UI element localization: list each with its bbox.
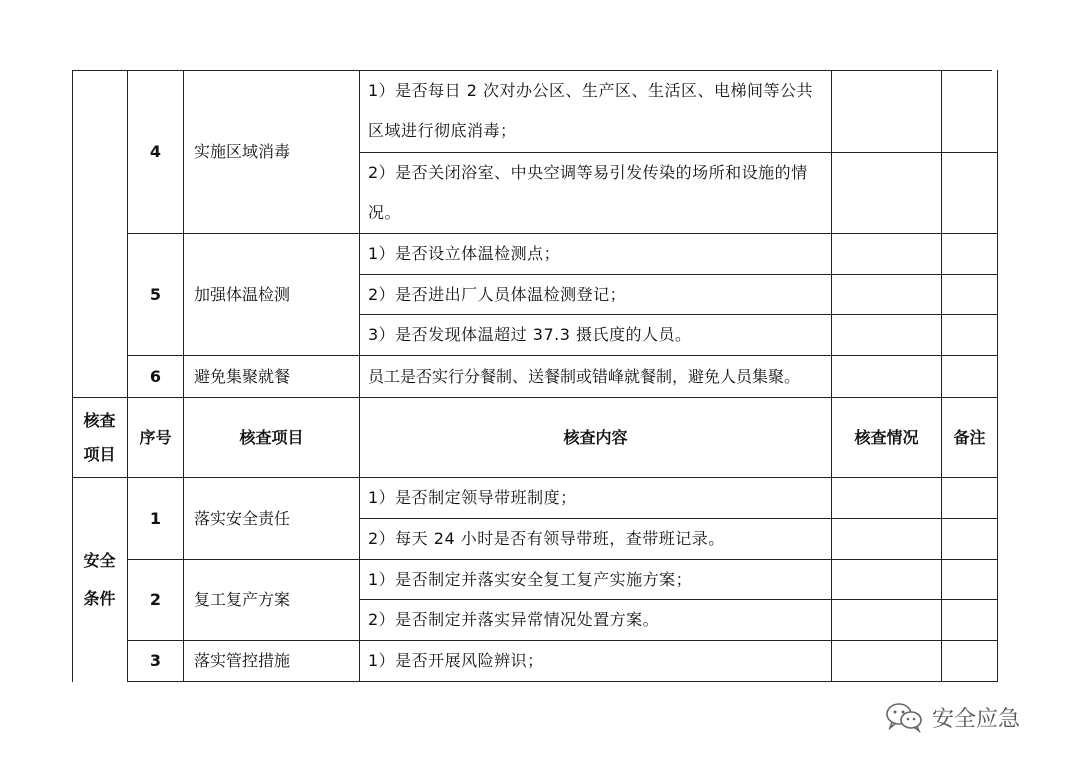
row-item-control-measures: 落实管控措施 — [184, 641, 360, 682]
watermark-text: 安全应急 — [932, 706, 1021, 732]
row-no-5: 5 — [128, 234, 184, 356]
status-cell[interactable] — [832, 356, 942, 398]
row-item-temperature: 加强体温检测 — [184, 234, 360, 356]
category-cell-continued — [72, 70, 128, 398]
status-cell[interactable] — [832, 234, 942, 275]
row-no-2: 2 — [128, 560, 184, 641]
content-cell: 2）是否进出厂人员体温检测登记； — [360, 275, 832, 315]
status-cell[interactable] — [832, 70, 942, 153]
row-item-disinfection: 实施区域消毒 — [184, 70, 360, 234]
remark-cell[interactable] — [942, 315, 998, 356]
row-no-6: 6 — [128, 356, 184, 398]
content-cell: 1）是否每日 2 次对办公区、生产区、生活区、电梯间等公共区域进行彻底消毒； — [360, 70, 832, 153]
content-cell: 1）是否制定领导带班制度； — [360, 478, 832, 519]
content-cell: 2）是否关闭浴室、中央空调等易引发传染的场所和设施的情况。 — [360, 153, 832, 234]
status-cell[interactable] — [832, 275, 942, 315]
remark-cell[interactable] — [942, 478, 998, 519]
content-cell: 1）是否制定并落实安全复工复产实施方案； — [360, 560, 832, 600]
header-no: 序号 — [128, 398, 184, 478]
status-cell[interactable] — [832, 315, 942, 356]
remark-cell[interactable] — [942, 356, 998, 398]
content-cell: 员工是否实行分餐制、送餐制或错峰就餐制，避免人员集聚。 — [360, 356, 832, 398]
row-no-4: 4 — [128, 70, 184, 234]
content-cell: 2）每天 24 小时是否有领导带班，查带班记录。 — [360, 519, 832, 560]
wechat-icon — [884, 701, 924, 733]
header-status: 核查情况 — [832, 398, 942, 478]
header-remark: 备注 — [942, 398, 998, 478]
row-item-resumption-plan: 复工复产方案 — [184, 560, 360, 641]
status-cell[interactable] — [832, 560, 942, 600]
remark-cell[interactable] — [942, 519, 998, 560]
status-cell[interactable] — [832, 153, 942, 234]
remark-cell[interactable] — [942, 234, 998, 275]
header-item: 核查项目 — [184, 398, 360, 478]
content-cell: 2）是否制定并落实异常情况处置方案。 — [360, 600, 832, 641]
row-no-1: 1 — [128, 478, 184, 560]
status-cell[interactable] — [832, 478, 942, 519]
status-cell[interactable] — [832, 519, 942, 560]
remark-cell[interactable] — [942, 641, 998, 682]
header-category: 核查项目 — [72, 398, 128, 478]
remark-cell[interactable] — [942, 560, 998, 600]
remark-cell[interactable] — [942, 70, 998, 153]
header-content: 核查内容 — [360, 398, 832, 478]
watermark — [884, 700, 1020, 734]
content-cell: 3）是否发现体温超过 37.3 摄氏度的人员。 — [360, 315, 832, 356]
row-item-responsibility: 落实安全责任 — [184, 478, 360, 560]
row-item-dining: 避免集聚就餐 — [184, 356, 360, 398]
remark-cell[interactable] — [942, 275, 998, 315]
remark-cell[interactable] — [942, 600, 998, 641]
category-safety-conditions: 安全条件 — [72, 478, 128, 682]
content-cell: 1）是否设立体温检测点； — [360, 234, 832, 275]
status-cell[interactable] — [832, 641, 942, 682]
row-no-3: 3 — [128, 641, 184, 682]
content-cell: 1）是否开展风险辨识； — [360, 641, 832, 682]
remark-cell[interactable] — [942, 153, 998, 234]
status-cell[interactable] — [832, 600, 942, 641]
